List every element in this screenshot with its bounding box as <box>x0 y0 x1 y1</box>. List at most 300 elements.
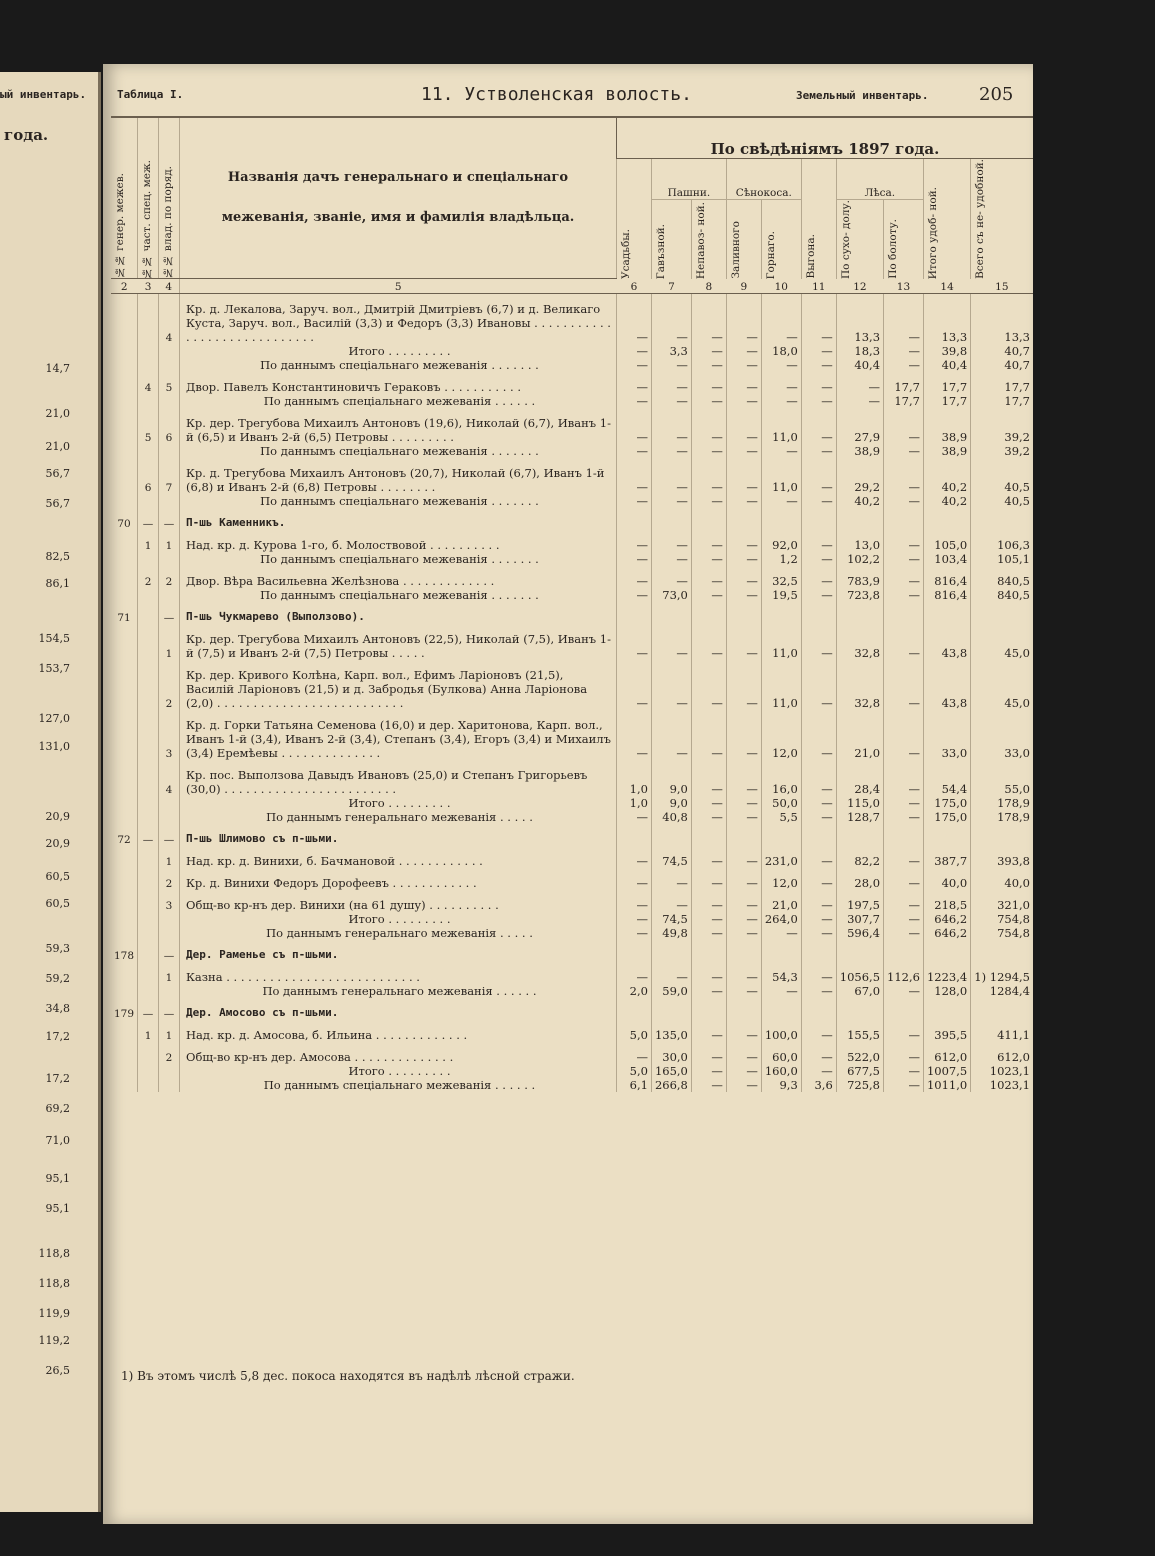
row-value: — <box>801 962 836 984</box>
row-value: — <box>761 372 801 394</box>
table-row <box>111 566 1033 588</box>
row-index-g <box>111 890 138 912</box>
row-index-g <box>111 458 138 494</box>
table-row <box>111 588 1033 602</box>
row-value: 1223,4 <box>923 962 970 984</box>
table-row <box>111 868 1033 890</box>
row-value: — <box>801 912 836 926</box>
row-value: — <box>801 890 836 912</box>
row-value: 40,4 <box>923 358 970 372</box>
row-value: 522,0 <box>836 1042 883 1064</box>
previous-page-value: 127,0 <box>38 712 70 725</box>
row-value: 1,0 <box>616 760 651 796</box>
row-value: 725,8 <box>836 1078 883 1092</box>
row-value: — <box>801 1020 836 1042</box>
row-value: — <box>616 444 651 458</box>
row-value: — <box>616 458 651 494</box>
row-index-g: 71 <box>111 602 138 624</box>
row-index-s: — <box>138 824 159 846</box>
row-value <box>884 998 924 1020</box>
row-index-o <box>159 984 180 998</box>
row-value <box>726 998 761 1020</box>
table-row <box>111 624 1033 660</box>
row-index-g <box>111 660 138 710</box>
row-value: — <box>801 294 836 345</box>
row-value: 38,9 <box>923 444 970 458</box>
row-value <box>616 824 651 846</box>
row-index-o: — <box>159 998 180 1020</box>
row-value: — <box>651 394 691 408</box>
row-index-g: 179 <box>111 998 138 1020</box>
row-value: — <box>651 868 691 890</box>
previous-page-value: 17,2 <box>45 1072 70 1085</box>
table-row <box>111 796 1033 810</box>
row-value: — <box>651 962 691 984</box>
row-value <box>616 508 651 530</box>
row-index-o: 1 <box>159 624 180 660</box>
row-name: Казна . . . . . . . . . . . . . . . . . . . . . . . . . . . <box>180 962 617 984</box>
col-lesa-a: По сухо- долу. <box>836 199 883 278</box>
row-value: 38,9 <box>923 408 970 444</box>
row-index-s <box>138 588 159 602</box>
previous-page-value: 118,8 <box>38 1277 70 1290</box>
row-value: — <box>726 1078 761 1092</box>
row-name: По даннымъ спеціальнаго межеванія . . . . . . <box>180 394 617 408</box>
row-value: 67,0 <box>836 984 883 998</box>
row-value: — <box>884 926 924 940</box>
row-value: — <box>726 494 761 508</box>
row-value: — <box>801 984 836 998</box>
row-value: — <box>651 408 691 444</box>
row-index-s <box>138 868 159 890</box>
row-value: 39,2 <box>971 408 1033 444</box>
row-index-g <box>111 912 138 926</box>
row-value <box>836 508 883 530</box>
row-value: 59,0 <box>651 984 691 998</box>
row-value: — <box>801 1064 836 1078</box>
row-index-g <box>111 796 138 810</box>
row-value: — <box>761 494 801 508</box>
table-row <box>111 394 1033 408</box>
row-value <box>616 602 651 624</box>
row-value: 27,9 <box>836 408 883 444</box>
row-value: 816,4 <box>923 588 970 602</box>
row-value: — <box>726 1020 761 1042</box>
row-value: 33,0 <box>971 710 1033 760</box>
row-value: — <box>651 624 691 660</box>
row-value <box>836 940 883 962</box>
row-value: 677,5 <box>836 1064 883 1078</box>
row-value: — <box>726 926 761 940</box>
row-index-o <box>159 796 180 810</box>
row-value: 646,2 <box>923 926 970 940</box>
row-value <box>801 998 836 1020</box>
col-pashni-b: Непавоз- ной. <box>691 199 726 278</box>
row-value: — <box>801 846 836 868</box>
row-value: — <box>691 962 726 984</box>
row-index-o <box>159 358 180 372</box>
row-index-o: 4 <box>159 760 180 796</box>
row-value: — <box>884 494 924 508</box>
row-value: 32,5 <box>761 566 801 588</box>
row-value <box>884 508 924 530</box>
row-index-s <box>138 394 159 408</box>
row-value: — <box>616 710 651 760</box>
previous-page-value: 60,5 <box>45 870 70 883</box>
row-value: — <box>726 660 761 710</box>
previous-page-value: 59,2 <box>45 972 70 985</box>
row-value: — <box>616 868 651 890</box>
row-value: 50,0 <box>761 796 801 810</box>
table-row <box>111 912 1033 926</box>
row-value: 175,0 <box>923 810 970 824</box>
row-value: — <box>616 890 651 912</box>
row-value: — <box>651 294 691 345</box>
row-name: Итого . . . . . . . . . <box>180 344 617 358</box>
row-value <box>691 824 726 846</box>
row-value: — <box>801 660 836 710</box>
section-name: Земельный инвентарь. <box>796 89 929 102</box>
previous-page-value: 154,5 <box>38 632 70 645</box>
col-seno-b: Горнаго. <box>761 199 801 278</box>
col-owner-index: №№ влад. по поряд. <box>159 117 180 279</box>
row-value: — <box>726 984 761 998</box>
col-vygona: Выгона. <box>801 159 836 279</box>
row-value: — <box>884 624 924 660</box>
row-name: По даннымъ спеціальнаго межеванія . . . . . . . <box>180 358 617 372</box>
table-row <box>111 1064 1033 1078</box>
row-index-o: 3 <box>159 710 180 760</box>
row-value: 411,1 <box>971 1020 1033 1042</box>
row-index-g <box>111 444 138 458</box>
row-value <box>651 824 691 846</box>
row-name: Кр. д. Горки Татьяна Семенова (16,0) и дер. Харитонова, Карп. вол., Иванъ 1-й (3,4), Иванъ 2-й (3,4), Степанъ (3,4), Егоръ (3,4) и Михаилъ (3,4) Еремѣевы . . . . . . . . . . . . . . <box>180 710 617 760</box>
row-value: — <box>616 566 651 588</box>
row-index-g <box>111 588 138 602</box>
row-value: — <box>761 984 801 998</box>
column-number: 6 <box>616 279 651 294</box>
row-name: Дер. Раменье съ п-шьми. <box>180 940 617 962</box>
row-value: — <box>801 444 836 458</box>
row-value: 112,6 <box>884 962 924 984</box>
previous-page-header: ый инвентарь. <box>0 88 87 101</box>
row-value: — <box>801 760 836 796</box>
row-value: — <box>691 890 726 912</box>
row-value: — <box>691 710 726 760</box>
row-value: 3,6 <box>801 1078 836 1092</box>
row-value: 17,7 <box>923 372 970 394</box>
row-value: — <box>884 588 924 602</box>
row-value: — <box>884 984 924 998</box>
previous-page-value: 14,7 <box>45 362 70 375</box>
row-value <box>616 940 651 962</box>
row-index-o: 3 <box>159 890 180 912</box>
previous-page-value: 34,8 <box>45 1002 70 1015</box>
row-value: — <box>616 394 651 408</box>
row-value: 3,3 <box>651 344 691 358</box>
col-lesa-b: По болоту. <box>884 199 924 278</box>
previous-page-value: 153,7 <box>38 662 70 675</box>
row-value: 754,8 <box>971 926 1033 940</box>
row-value: — <box>651 372 691 394</box>
row-value: — <box>651 358 691 372</box>
row-index-s <box>138 660 159 710</box>
row-index-o: — <box>159 824 180 846</box>
previous-page-value: 118,8 <box>38 1247 70 1260</box>
row-value: — <box>691 868 726 890</box>
column-number: 14 <box>923 279 970 294</box>
row-value: 11,0 <box>761 408 801 444</box>
row-index-g <box>111 408 138 444</box>
row-value: — <box>761 394 801 408</box>
row-index-g <box>111 494 138 508</box>
table-row <box>111 810 1033 824</box>
row-index-g <box>111 926 138 940</box>
row-value: — <box>801 588 836 602</box>
row-value <box>761 824 801 846</box>
row-index-o: 1 <box>159 962 180 984</box>
row-value: — <box>691 984 726 998</box>
row-value: 54,4 <box>923 760 970 796</box>
row-index-s <box>138 710 159 760</box>
row-index-s <box>138 846 159 868</box>
row-value: — <box>616 810 651 824</box>
row-value: — <box>691 588 726 602</box>
row-value: 266,8 <box>651 1078 691 1092</box>
row-value: 74,5 <box>651 912 691 926</box>
row-index-g <box>111 810 138 824</box>
row-value: 39,2 <box>971 444 1033 458</box>
footnote: 1) Въ этомъ числѣ 5,8 дес. покоса находятся въ надѣлѣ лѣсной стражи. <box>121 1369 575 1383</box>
row-value: 74,5 <box>651 846 691 868</box>
row-name: По даннымъ спеціальнаго межеванія . . . . . . <box>180 1078 617 1092</box>
row-name: Общ-во кр-нъ дер. Амосова . . . . . . . . . . . . . . <box>180 1042 617 1064</box>
row-value <box>971 940 1033 962</box>
row-value: — <box>726 796 761 810</box>
row-index-s: 4 <box>138 372 159 394</box>
row-value: 395,5 <box>923 1020 970 1042</box>
column-number: 7 <box>651 279 691 294</box>
row-value: — <box>691 624 726 660</box>
row-value: 17,7 <box>971 372 1033 394</box>
row-value: — <box>884 1020 924 1042</box>
previous-page-value: 21,0 <box>45 407 70 420</box>
row-index-g <box>111 566 138 588</box>
row-index-o: 2 <box>159 1042 180 1064</box>
row-value <box>836 602 883 624</box>
row-index-s <box>138 760 159 796</box>
row-value: 612,0 <box>971 1042 1033 1064</box>
row-value: 102,2 <box>836 552 883 566</box>
row-value <box>651 940 691 962</box>
row-index-g <box>111 344 138 358</box>
row-value: — <box>616 358 651 372</box>
row-value: 612,0 <box>923 1042 970 1064</box>
row-index-o: — <box>159 940 180 962</box>
row-value <box>801 940 836 962</box>
row-value: — <box>884 868 924 890</box>
row-value: — <box>801 566 836 588</box>
row-name: П-шь Шлимово съ п-шьми. <box>180 824 617 846</box>
row-index-g: 70 <box>111 508 138 530</box>
row-value: — <box>691 566 726 588</box>
row-index-s <box>138 926 159 940</box>
table-row <box>111 1078 1033 1092</box>
row-name: Кр. дер. Трегубова Михаилъ Антоновъ (22,5), Николай (7,5), Иванъ 1-й (7,5) и Иванъ 2-й (7,5) Петровы . . . . . <box>180 624 617 660</box>
row-value: 13,3 <box>971 294 1033 345</box>
previous-page-value: 119,9 <box>38 1307 70 1320</box>
row-index-g <box>111 962 138 984</box>
table-row <box>111 998 1033 1020</box>
row-value: 646,2 <box>923 912 970 926</box>
row-value: — <box>884 660 924 710</box>
row-index-o <box>159 810 180 824</box>
row-value <box>971 508 1033 530</box>
row-value <box>761 508 801 530</box>
page-title: 11. Устволенская волость. <box>421 84 692 105</box>
row-index-g <box>111 552 138 566</box>
row-index-o <box>159 926 180 940</box>
row-index-g <box>111 294 138 345</box>
row-value: — <box>691 912 726 926</box>
row-index-o: 1 <box>159 1020 180 1042</box>
row-value <box>884 940 924 962</box>
column-number: 12 <box>836 279 883 294</box>
previous-page-value: 26,5 <box>45 1364 70 1377</box>
row-index-g <box>111 984 138 998</box>
row-value: 45,0 <box>971 624 1033 660</box>
row-index-s <box>138 962 159 984</box>
table-body <box>111 294 1033 1093</box>
row-value: 115,0 <box>836 796 883 810</box>
row-index-s <box>138 294 159 345</box>
row-value: — <box>726 552 761 566</box>
row-value: — <box>801 926 836 940</box>
row-value: 39,8 <box>923 344 970 358</box>
row-value: 45,0 <box>971 660 1033 710</box>
table-row <box>111 940 1033 962</box>
previous-page-value: 71,0 <box>45 1134 70 1147</box>
page-number: 205 <box>979 84 1014 105</box>
row-index-s <box>138 602 159 624</box>
row-value: 73,0 <box>651 588 691 602</box>
row-value <box>923 824 970 846</box>
table-row <box>111 344 1033 358</box>
table-row <box>111 372 1033 394</box>
table-row <box>111 444 1033 458</box>
row-value: — <box>691 444 726 458</box>
column-number-row <box>111 279 1033 294</box>
row-value: — <box>616 408 651 444</box>
row-index-o <box>159 494 180 508</box>
row-value: — <box>884 358 924 372</box>
previous-page-fragment <box>0 72 101 1512</box>
row-value: 1284,4 <box>971 984 1033 998</box>
row-value: 11,0 <box>761 660 801 710</box>
row-value: — <box>616 1042 651 1064</box>
row-value: — <box>616 552 651 566</box>
row-name: Над. кр. д. Курова 1-го, б. Молоствовой . . . . . . . . . . <box>180 530 617 552</box>
previous-page-value: 82,5 <box>45 550 70 563</box>
row-value <box>923 940 970 962</box>
row-name: По даннымъ спеціальнаго межеванія . . . . . . . <box>180 444 617 458</box>
row-value: 16,0 <box>761 760 801 796</box>
previous-page-value: 86,1 <box>45 577 70 590</box>
row-value <box>923 998 970 1020</box>
row-value: — <box>884 1064 924 1078</box>
row-value: — <box>836 372 883 394</box>
previous-page-value: 56,7 <box>45 467 70 480</box>
row-index-s: 5 <box>138 408 159 444</box>
row-value: 723,8 <box>836 588 883 602</box>
row-value: 49,8 <box>651 926 691 940</box>
row-value: — <box>691 372 726 394</box>
row-value <box>761 940 801 962</box>
row-value: — <box>726 530 761 552</box>
col-group-senokosa: Сѣнокоса. <box>726 159 801 200</box>
column-number: 15 <box>971 279 1033 294</box>
row-value: — <box>651 494 691 508</box>
row-index-s <box>138 912 159 926</box>
row-value: — <box>801 394 836 408</box>
row-index-g <box>111 358 138 372</box>
row-index-g <box>111 760 138 796</box>
row-value: 321,0 <box>971 890 1033 912</box>
row-index-g <box>111 372 138 394</box>
row-value: 1,2 <box>761 552 801 566</box>
row-value <box>884 824 924 846</box>
row-index-s <box>138 344 159 358</box>
row-value: 840,5 <box>971 588 1033 602</box>
row-name: Общ-во кр-нъ дер. Винихи (на 61 душу) . . . . . . . . . . <box>180 890 617 912</box>
row-value <box>801 824 836 846</box>
row-name: Кр. дер. Трегубова Михаилъ Антоновъ (19,6), Николай (6,7), Иванъ 1-й (6,5) и Иванъ 2-й (6,5) Петровы . . . . . . . . . <box>180 408 617 444</box>
col-seno-a: Заливного <box>726 199 761 278</box>
row-name: П-шь Чукмарево (Выползово). <box>180 602 617 624</box>
table-row <box>111 552 1033 566</box>
row-index-s <box>138 940 159 962</box>
column-number: 11 <box>801 279 836 294</box>
column-number: 9 <box>726 279 761 294</box>
row-value <box>971 602 1033 624</box>
row-value: — <box>726 566 761 588</box>
row-value: — <box>691 1064 726 1078</box>
row-name: Кр. д. Винихи Федоръ Дорофеевъ . . . . . . . . . . . . <box>180 868 617 890</box>
row-value <box>726 602 761 624</box>
row-value <box>616 998 651 1020</box>
row-value: — <box>691 660 726 710</box>
row-index-o <box>159 394 180 408</box>
row-value: 92,0 <box>761 530 801 552</box>
row-value: — <box>691 1042 726 1064</box>
previous-page-value: 56,7 <box>45 497 70 510</box>
row-value: — <box>691 846 726 868</box>
row-value: — <box>616 912 651 926</box>
row-value: — <box>651 660 691 710</box>
row-value: 18,3 <box>836 344 883 358</box>
row-index-o <box>159 444 180 458</box>
row-value <box>836 824 883 846</box>
row-value: — <box>801 552 836 566</box>
previous-page-value: 59,3 <box>45 942 70 955</box>
table-row <box>111 846 1033 868</box>
row-value: — <box>761 444 801 458</box>
row-value: 17,7 <box>971 394 1033 408</box>
row-value: 43,8 <box>923 660 970 710</box>
row-value: — <box>691 796 726 810</box>
column-number: 10 <box>761 279 801 294</box>
row-index-s: — <box>138 998 159 1020</box>
